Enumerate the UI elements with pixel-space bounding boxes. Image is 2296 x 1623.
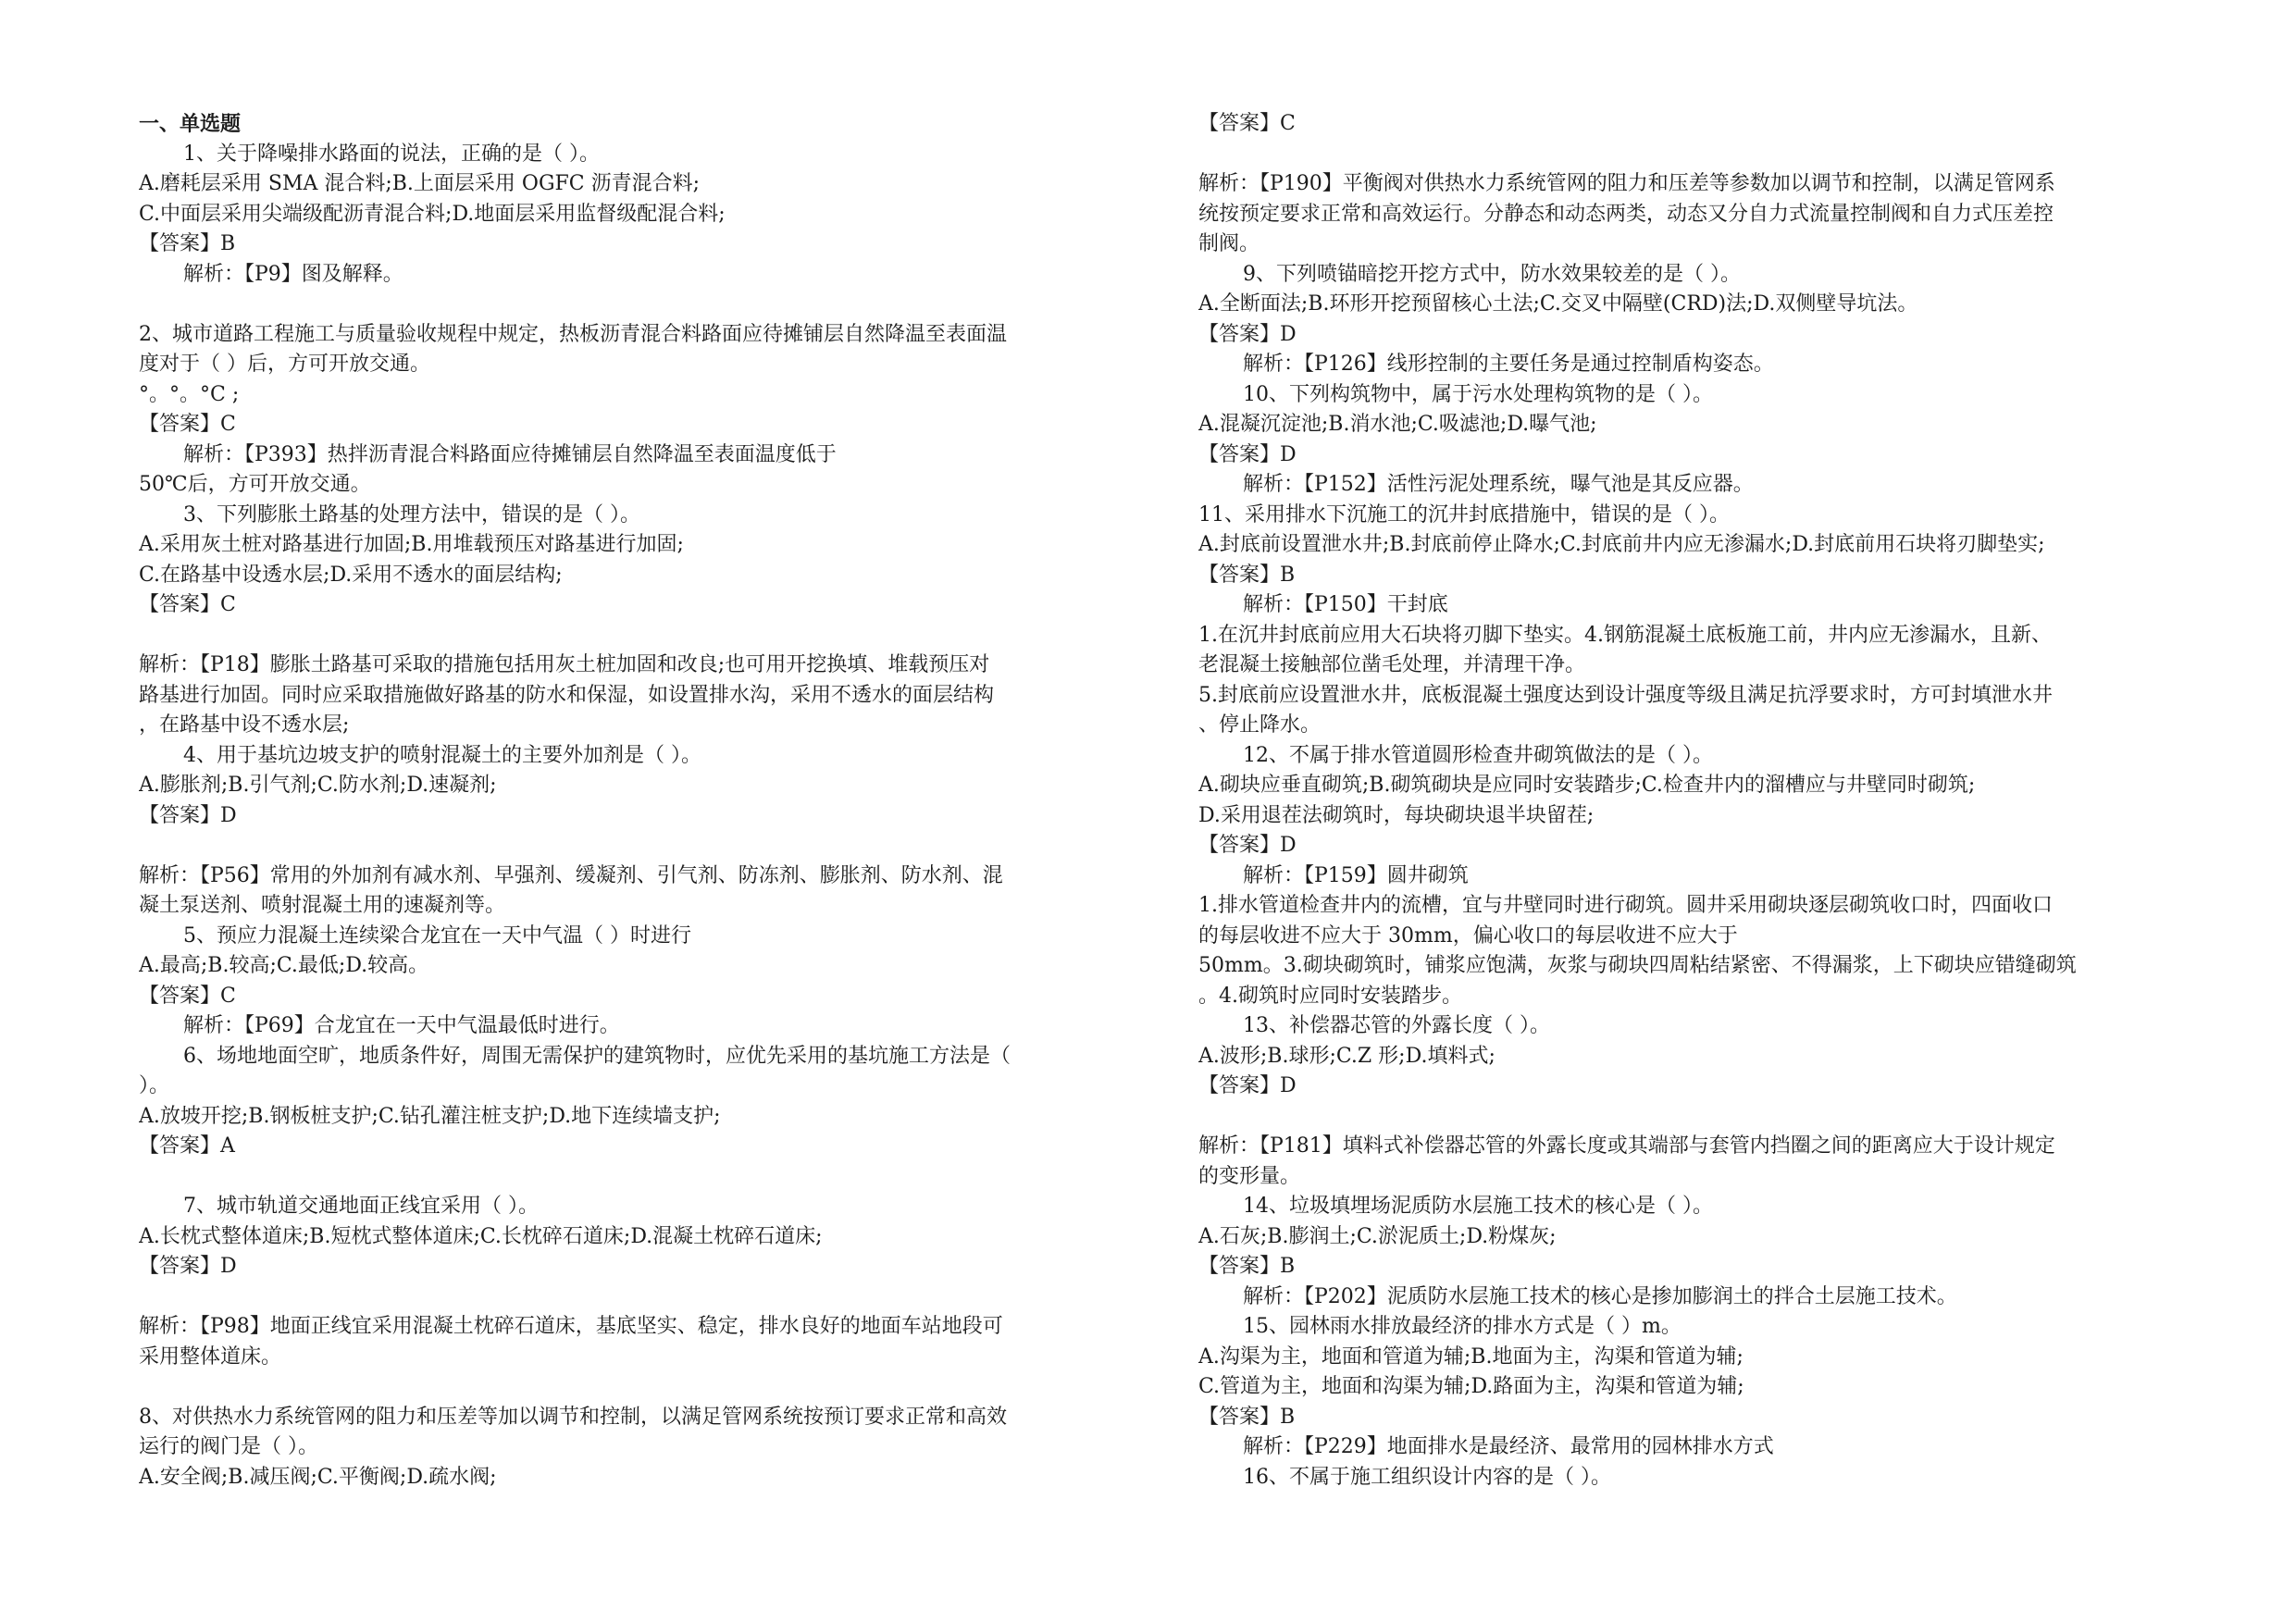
section-heading: 一、单选题	[139, 112, 242, 136]
text-line: 1.排水管道检查井内的流槽，宜与井壁同时进行砌筑。圆井采用砌块逐层砌筑收口时，四面收口	[1198, 894, 2053, 917]
text-line: A.最高;B.较高;C.最低;D.较高。	[139, 954, 429, 977]
text-line: 【答案】B	[1198, 1255, 1296, 1278]
text-line: 【答案】C	[139, 593, 236, 616]
text-line: 、停止降水。	[1198, 713, 1322, 737]
text-line: 50mm。3.砌块砌筑时，铺浆应饱满，灰浆与砌块四周粘结紧密、不得漏浆，上下砌块应错缝砌筑	[1198, 954, 2077, 977]
text-line: 12、不属于排水管道圆形检查井砌筑做法的是（ ）。	[1243, 743, 1713, 767]
text-line: 老混凝土接触部位凿毛处理，并清理干净。	[1198, 653, 1586, 676]
right-column	[1198, 109, 2198, 1493]
text-line: 1.在沉井封底前应用大石块将刃脚下垫实。4.钢筋混凝土底板施工前，井内应无渗漏水，且新、	[1198, 623, 2052, 647]
text-line: 【答案】D	[1198, 834, 1297, 857]
text-line: 采用整体道床。	[139, 1344, 282, 1369]
text-line: C.中面层采用尖端级配沥青混合料;D.地面层采用监督级配混合料;	[139, 202, 726, 226]
text-line: 2、城市道路工程施工与质量验收规程中规定，热板沥青混合料路面应待摊铺层自然降温至表面温	[139, 322, 1008, 346]
text-line: C.管道为主，地面和沟渠为辅;D.路面为主，沟渠和管道为辅;	[1198, 1375, 1744, 1398]
text-line	[139, 621, 1138, 651]
text-line: 6、场地地面空旷，地质条件好，周围无需保护的建筑物时，应优先采用的基坑施工方法是（	[183, 1044, 1011, 1068]
text-line: 1、关于降噪排水路面的说法，正确的是（ ）。	[183, 142, 600, 166]
text-line	[139, 1162, 1138, 1193]
text-line: A.波形;B.球形;C.Z 形;D.填料式;	[1198, 1044, 1496, 1068]
text-line: °。°。°C ;	[139, 382, 240, 406]
text-line: 制阀。	[1198, 232, 1260, 255]
text-line: A.长枕式整体道床;B.短枕式整体道床;C.长枕碎石道床;D.混凝土枕碎石道床;	[139, 1224, 823, 1248]
text-line: D.采用退茬法砌筑时，每块砌块退半块留茬;	[1198, 803, 1595, 827]
text-line: A.沟渠为主，地面和管道为辅;B.地面为主，沟渠和管道为辅;	[1198, 1344, 1744, 1369]
text-line: 【答案】D	[1198, 442, 1297, 466]
text-line	[1198, 140, 2198, 170]
text-line: 运行的阀门是（ ）。	[139, 1435, 318, 1458]
text-line: 解析：【P126】线形控制的主要任务是通过控制盾构姿态。	[1243, 353, 1774, 376]
text-line: 13、补偿器芯管的外露长度（ ）。	[1243, 1014, 1550, 1037]
text-line: 14、垃圾填埋场泥质防水层施工技术的核心是（ ）。	[1243, 1195, 1713, 1218]
text-line: A.安全阀;B.减压阀;C.平衡阀;D.疏水阀;	[139, 1465, 497, 1489]
text-line: 统按预定要求正常和高效运行。分静态和动态两类，动态又分自力式流量控制阀和自力式压差控	[1198, 202, 2054, 226]
left-column	[139, 109, 1138, 1493]
text-line: A.采用灰土桩对路基进行加固;B.用堆载预压对路基进行加固;	[139, 533, 684, 556]
text-line: 【答案】C	[139, 413, 236, 436]
text-line: 【答案】D	[139, 803, 237, 827]
text-line: ，在路基中设不透水层;	[139, 713, 350, 737]
text-line: ）。	[139, 1074, 170, 1097]
text-line	[139, 290, 1138, 320]
text-line: 3、下列膨胀土路基的处理方法中，错误的是（ ）。	[183, 502, 640, 527]
text-line: 【答案】B	[139, 232, 236, 255]
text-line: 凝土泵送剂、喷射混凝土用的速凝剂等。	[139, 894, 506, 917]
text-line: A.全断面法;B.环形开挖预留核心土法;C.交叉中隔壁(CRD)法;D.双侧壁导坑法。	[1198, 292, 1918, 316]
text-line: 的每层收进不应大于 30mm，偏心收口的每层收进不应大于	[1198, 923, 1738, 948]
text-line: 的变形量。	[1198, 1164, 1301, 1188]
text-line: 【答案】B	[1198, 1405, 1296, 1429]
text-line: 解析：【P190】平衡阀对供热水力系统管网的阻力和压差等参数加以调节和控制，以满足管网系	[1198, 172, 2055, 195]
text-line: 5.封底前应设置泄水井，底板混凝土强度达到设计强度等级且满足抗浮要求时，方可封填泄水井	[1198, 683, 2053, 707]
text-line	[139, 1372, 1138, 1403]
text-line: 【答案】C	[1198, 112, 1296, 135]
text-line: 5、预应力混凝土连续梁合龙宜在一天中气温（ ）时进行	[183, 923, 691, 948]
text-line: 解析：【P152】活性污泥处理系统，曝气池是其反应器。	[1243, 473, 1754, 496]
text-line: A.放坡开挖;B.钢板桩支护;C.钻孔灌注桩支护;D.地下连续墙支护;	[139, 1104, 721, 1128]
text-line: 路基进行加固。同时应采取措施做好路基的防水和保湿，如设置排水沟，采用不透水的面层结构	[139, 683, 995, 707]
text-line: 4、用于基坑边坡支护的喷射混凝土的主要外加剂是（ ）。	[183, 743, 701, 767]
text-line: 9、下列喷锚暗挖开挖方式中，防水效果较差的是（ ）。	[1243, 262, 1741, 286]
text-line: 8、对供热水力系统管网的阻力和压差等加以调节和控制，以满足管网系统按预订要求正常和高效	[139, 1405, 1008, 1429]
text-line: 解析：【P202】泥质防水层施工技术的核心是掺加膨润土的拌合土层施工技术。	[1243, 1284, 1957, 1308]
text-line: 解析：【P69】合龙宜在一天中气温最低时进行。	[183, 1014, 620, 1037]
text-line: 【答案】D	[1198, 1074, 1297, 1097]
text-line: 10、下列构筑物中，属于污水处理构筑物的是（ ）。	[1243, 382, 1713, 406]
text-line	[139, 831, 1138, 861]
text-line: A.磨耗层采用 SMA 混合料;B.上面层采用 OGFC 沥青混合料;	[139, 172, 701, 195]
text-line: A.封底前设置泄水井;B.封底前停止降水;C.封底前井内应无渗漏水;D.封底前用石块将刃脚垫实;	[1198, 533, 2045, 556]
text-line: A.混凝沉淀池;B.消水池;C.吸滤池;D.曝气池;	[1198, 413, 1597, 436]
text-line: 。4.砌筑时应同时安装踏步。	[1198, 984, 1462, 1008]
text-line: 解析：【P98】地面正线宜采用混凝土枕碎石道床，基底坚实、稳定，排水良好的地面车站地段可	[139, 1315, 1003, 1338]
text-line: 解析：【P56】常用的外加剂有减水剂、早强剂、缓凝剂、引气剂、防冻剂、膨胀剂、防水剂、混	[139, 863, 1003, 887]
text-line: 解析：【P159】圆井砌筑	[1243, 863, 1469, 887]
text-line: 解析：【P393】热拌沥青混合料路面应待摊铺层自然降温至表面温度低于	[183, 442, 837, 466]
text-line: A.砌块应垂直砌筑;B.砌筑砌块是应同时安装踏步;C.检查井内的溜槽应与井壁同时砌筑;	[1198, 774, 1976, 797]
text-line: 11、采用排水下沉施工的沉井封底措施中，错误的是（ ）。	[1198, 502, 1730, 527]
text-line: 度对于（ ）后，方可开放交通。	[139, 353, 430, 376]
text-line: 【答案】D	[139, 1255, 237, 1278]
text-line: A.石灰;B.膨润土;C.淤泥质土;D.粉煤灰;	[1198, 1224, 1557, 1248]
text-line: 【答案】D	[1198, 322, 1297, 346]
text-line: 解析：【P150】干封底	[1243, 593, 1448, 616]
text-line: 15、园林雨水排放最经济的排水方式是（ ）m。	[1243, 1315, 1682, 1338]
text-line: 【答案】C	[139, 984, 236, 1008]
text-line: A.膨胀剂;B.引气剂;C.防水剂;D.速凝剂;	[139, 774, 497, 797]
text-line: 50℃后，方可开放交通。	[139, 473, 371, 496]
text-line: 【答案】B	[1198, 563, 1296, 587]
text-line: 解析：【P18】膨胀土路基可采取的措施包括用灰土桩加固和改良;也可用开挖换填、堆载预压对	[139, 653, 990, 676]
text-line: 解析：【P181】填料式补偿器芯管的外露长度或其端部与套管内挡圈之间的距离应大于设计规定	[1198, 1134, 2055, 1158]
text-line: 【答案】A	[139, 1134, 235, 1158]
text-line: 7、城市轨道交通地面正线宜采用（ ）。	[183, 1195, 539, 1218]
text-line: 解析：【P229】地面排水是最经济、最常用的园林排水方式	[1243, 1435, 1774, 1458]
text-line: C.在路基中设透水层;D.采用不透水的面层结构;	[139, 563, 563, 587]
text-line: 16、不属于施工组织设计内容的是（ ）。	[1243, 1465, 1611, 1489]
text-line: 解析：【P9】图及解释。	[183, 262, 403, 286]
text-line	[1198, 1102, 2198, 1133]
text-line	[139, 1282, 1138, 1313]
